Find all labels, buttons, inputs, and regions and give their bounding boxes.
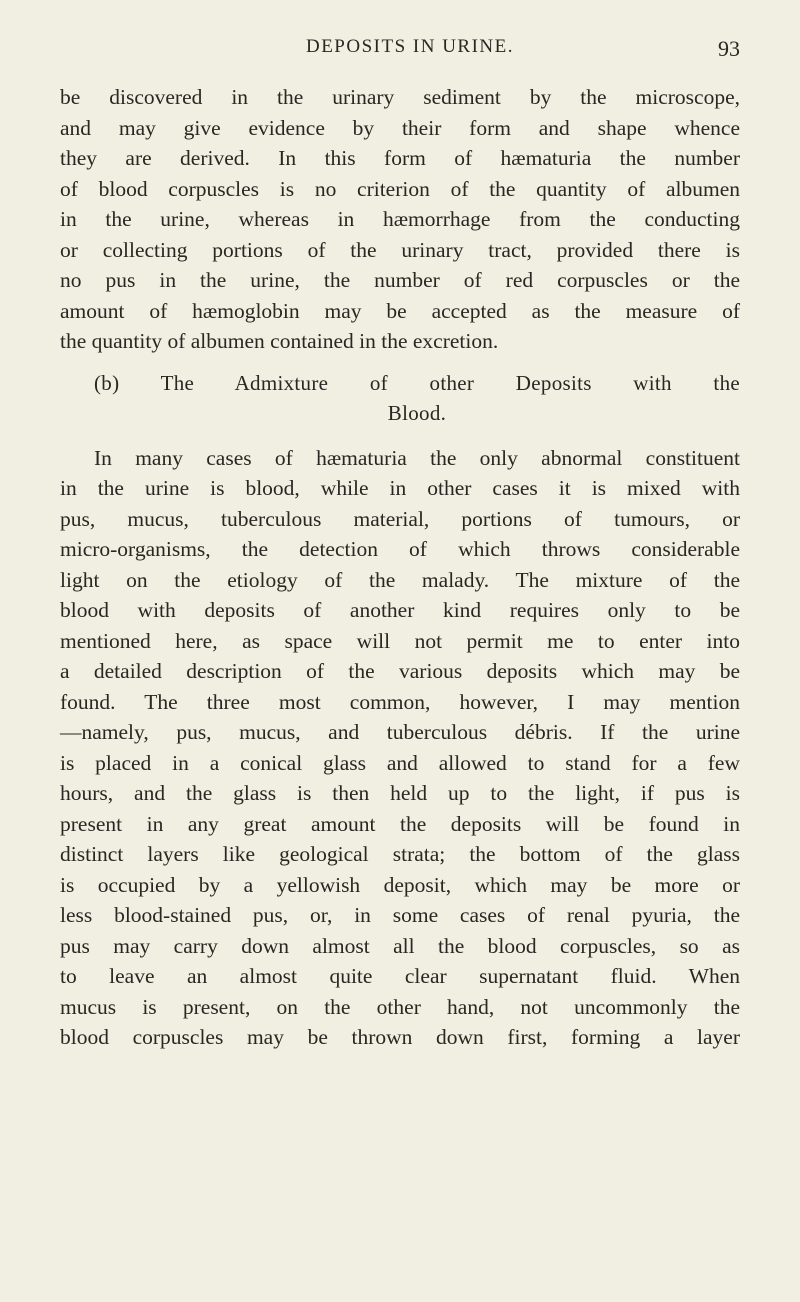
text-line: distinct layers like geological strata; the bottom of the glass — [60, 842, 740, 866]
heading-line: Blood. — [387, 401, 447, 425]
text-line: in the urine is blood, while in other cases it is mixed with — [60, 476, 740, 500]
text-line: mentioned here, as space will not permit me to enter into — [60, 628, 740, 653]
text-line: —namely, pus, mucus, and tuberculous débris. If the urine — [60, 720, 740, 744]
text-line: is occupied by a yellowish deposit, which may be more or — [60, 872, 740, 897]
text-line: and may give evidence by their form and shape whence — [60, 115, 740, 140]
text-line: blood with deposits of another kind requires only to be — [60, 598, 740, 622]
text-line: light on the etiology of the malady. The mixture of the — [60, 567, 740, 592]
text-line: of blood corpuscles is no criterion of the quantity of albumen — [60, 176, 740, 201]
heading-line: (b) The Admixture of other Deposits with the — [94, 370, 740, 395]
text-line: present in any great amount the deposits will be found in — [60, 811, 740, 836]
body-text — [60, 82, 740, 1053]
running-head — [60, 36, 740, 70]
paragraph-continuation — [60, 82, 740, 357]
text-line: or collecting portions of the urinary tract, provided there is — [60, 237, 740, 262]
text-line: In many cases of hæmaturia the only abnormal constituent — [94, 445, 740, 470]
text-line: the quantity of albumen contained in the excretion. — [60, 329, 499, 353]
paragraph-admixture — [60, 443, 740, 1053]
running-title: DEPOSITS IN URINE. — [305, 36, 515, 57]
text-line: no pus in the urine, the number of red corpuscles or the — [60, 268, 740, 292]
page-number: 93 — [718, 36, 740, 61]
text-line: micro-organisms, the detection of which throws considerable — [60, 537, 740, 561]
text-line: is placed in a conical glass and allowed to stand for a few — [60, 750, 740, 775]
text-line: mucus is present, on the other hand, not uncommonly the — [60, 994, 740, 1019]
text-line: they are derived. In this form of hæmaturia the number — [60, 146, 740, 170]
text-line: found. The three most common, however, I may mention — [60, 689, 740, 714]
section-heading — [60, 368, 740, 429]
text-line: less blood-stained pus, or, in some cases of renal pyuria, the — [60, 903, 740, 927]
text-line: be discovered in the urinary sediment by the microscope, — [60, 85, 740, 109]
text-line: pus, mucus, tuberculous material, portions of tumours, or — [60, 506, 740, 531]
text-line: a detailed description of the various deposits which may be — [60, 659, 740, 683]
text-line: pus may carry down almost all the blood corpuscles, so as — [60, 933, 740, 958]
text-line: to leave an almost quite clear supernatant fluid. When — [60, 964, 740, 988]
text-line: blood corpuscles may be thrown down first, forming a layer — [60, 1025, 740, 1049]
text-line: in the urine, whereas in hæmorrhage from the conducting — [60, 207, 740, 231]
text-line: amount of hæmoglobin may be accepted as the measure of — [60, 298, 740, 323]
text-line: hours, and the glass is then held up to the light, if pus is — [60, 781, 740, 805]
